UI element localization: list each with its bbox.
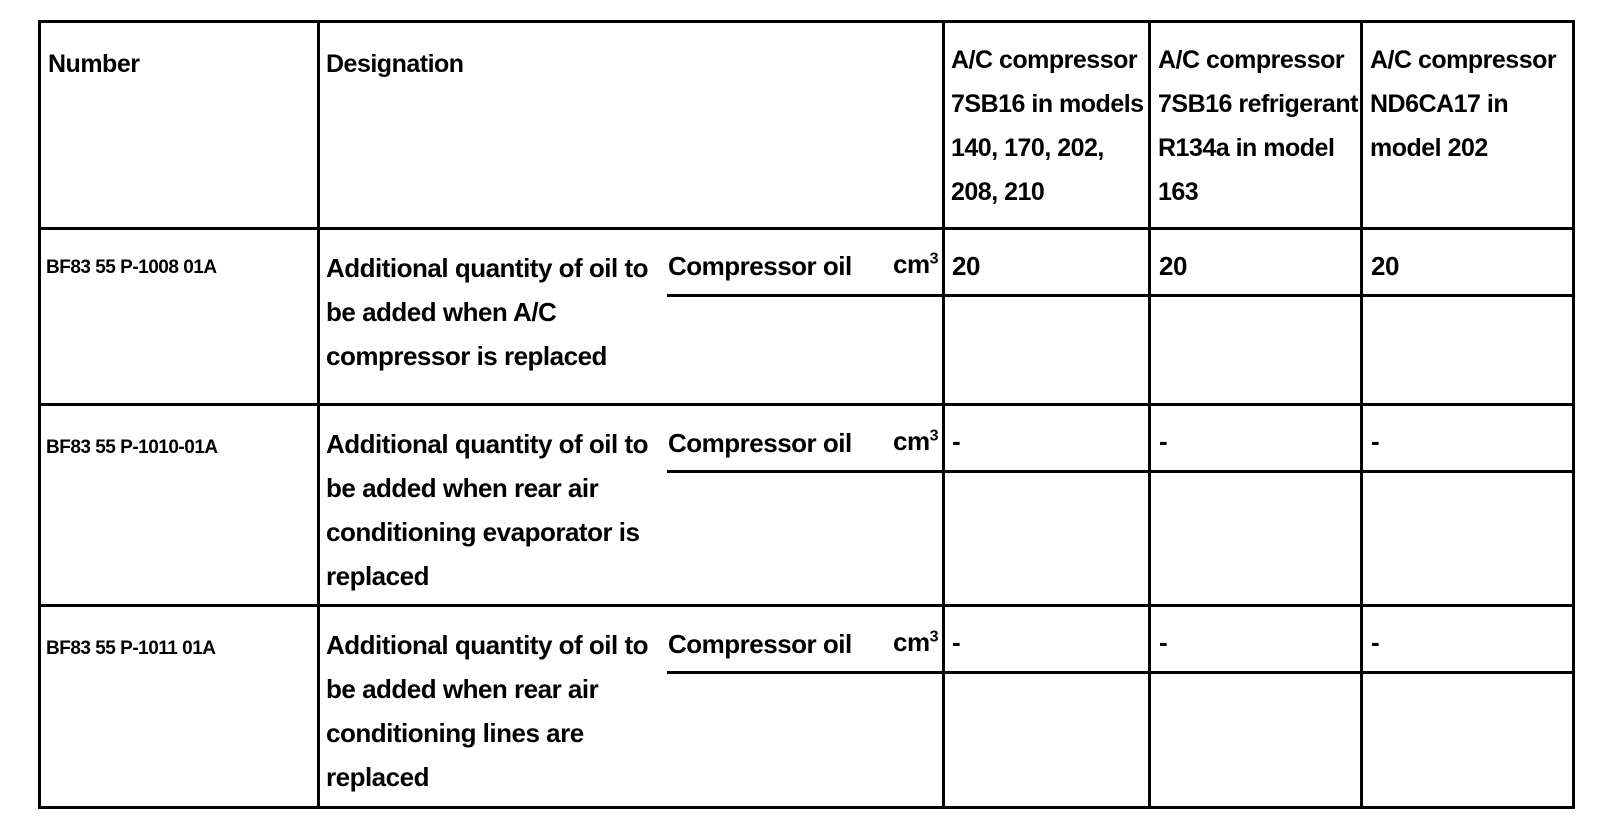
unit-base: cm [893,249,930,279]
row1-designation-line: be added when A/C [326,297,557,327]
divider-number-designation [317,20,320,809]
row3-number: BF83 55 P-1011 01A [46,638,216,659]
divider-col2-col3 [1360,20,1363,809]
header-col1-line: 140, 170, 202, [951,134,1104,162]
row1-value-col3: 20 [1371,251,1399,281]
header-col1-line: 7SB16 in models [951,90,1144,118]
header-designation: Designation [326,50,464,78]
row2-designation [326,422,648,598]
header-col2-line: A/C compressor [1158,46,1345,74]
subline-row1 [667,294,1575,297]
row3-designation-line: Additional quantity of oil to [326,630,649,660]
divider-designation-col1 [942,20,945,809]
row2-designation-line: Additional quantity of oil to [326,429,649,459]
row2-number: BF83 55 P-1010-01A [46,437,218,458]
header-col3-line: model 202 [1370,134,1488,162]
header-col1 [951,38,1144,214]
header-col2-line: R134a in model [1158,134,1335,162]
header-col3 [1370,38,1556,170]
row3-value-col2: - [1159,627,1168,657]
row3-designation-line: conditioning lines are [326,718,584,748]
row1-value-col2: 20 [1159,251,1187,281]
header-number: Number [48,50,140,78]
divider-header-row1 [38,227,1575,230]
row2-value-col1: - [952,426,961,456]
unit-base: cm [893,627,930,657]
subline-row3 [667,671,1575,674]
row1-unit [893,249,938,280]
unit-base: cm [893,426,930,456]
row3-designation-line: replaced [326,762,429,792]
header-col1-line: 208, 210 [951,178,1045,206]
row1-value-col1: 20 [952,251,980,281]
row3-designation-line: be added when rear air [326,674,599,704]
row3-value-col1: - [952,627,961,657]
header-col3-line: ND6CA17 in [1370,90,1509,118]
header-col2-line: 163 [1158,178,1199,206]
row2-designation-line: be added when rear air [326,473,599,503]
divider-row2-row3 [38,604,1575,607]
row2-value-col3: - [1371,426,1380,456]
row2-item: Compressor oil [668,428,852,458]
row3-item: Compressor oil [668,629,852,659]
row1-designation [326,246,648,378]
row2-unit [893,426,938,457]
header-col2-line: 7SB16 refrigerant [1158,90,1358,118]
row1-designation-line: compressor is replaced [326,341,607,371]
row2-value-col2: - [1159,426,1168,456]
row1-item: Compressor oil [668,251,852,281]
row3-value-col3: - [1371,627,1380,657]
row3-designation [326,623,648,799]
unit-superscript: 3 [929,628,938,646]
divider-row1-row2 [38,403,1575,406]
unit-superscript: 3 [929,427,938,445]
subline-row2 [667,470,1575,473]
divider-col1-col2 [1148,20,1151,809]
header-col1-line: A/C compressor [951,46,1138,74]
row1-designation-line: Additional quantity of oil to [326,253,649,283]
row2-designation-line: conditioning evaporator is [326,517,640,547]
row2-designation-line: replaced [326,561,429,591]
unit-superscript: 3 [929,250,938,268]
row1-number: BF83 55 P-1008 01A [46,257,217,278]
row3-unit [893,627,938,658]
header-col2 [1158,38,1358,214]
header-col3-line: A/C compressor [1370,46,1557,74]
